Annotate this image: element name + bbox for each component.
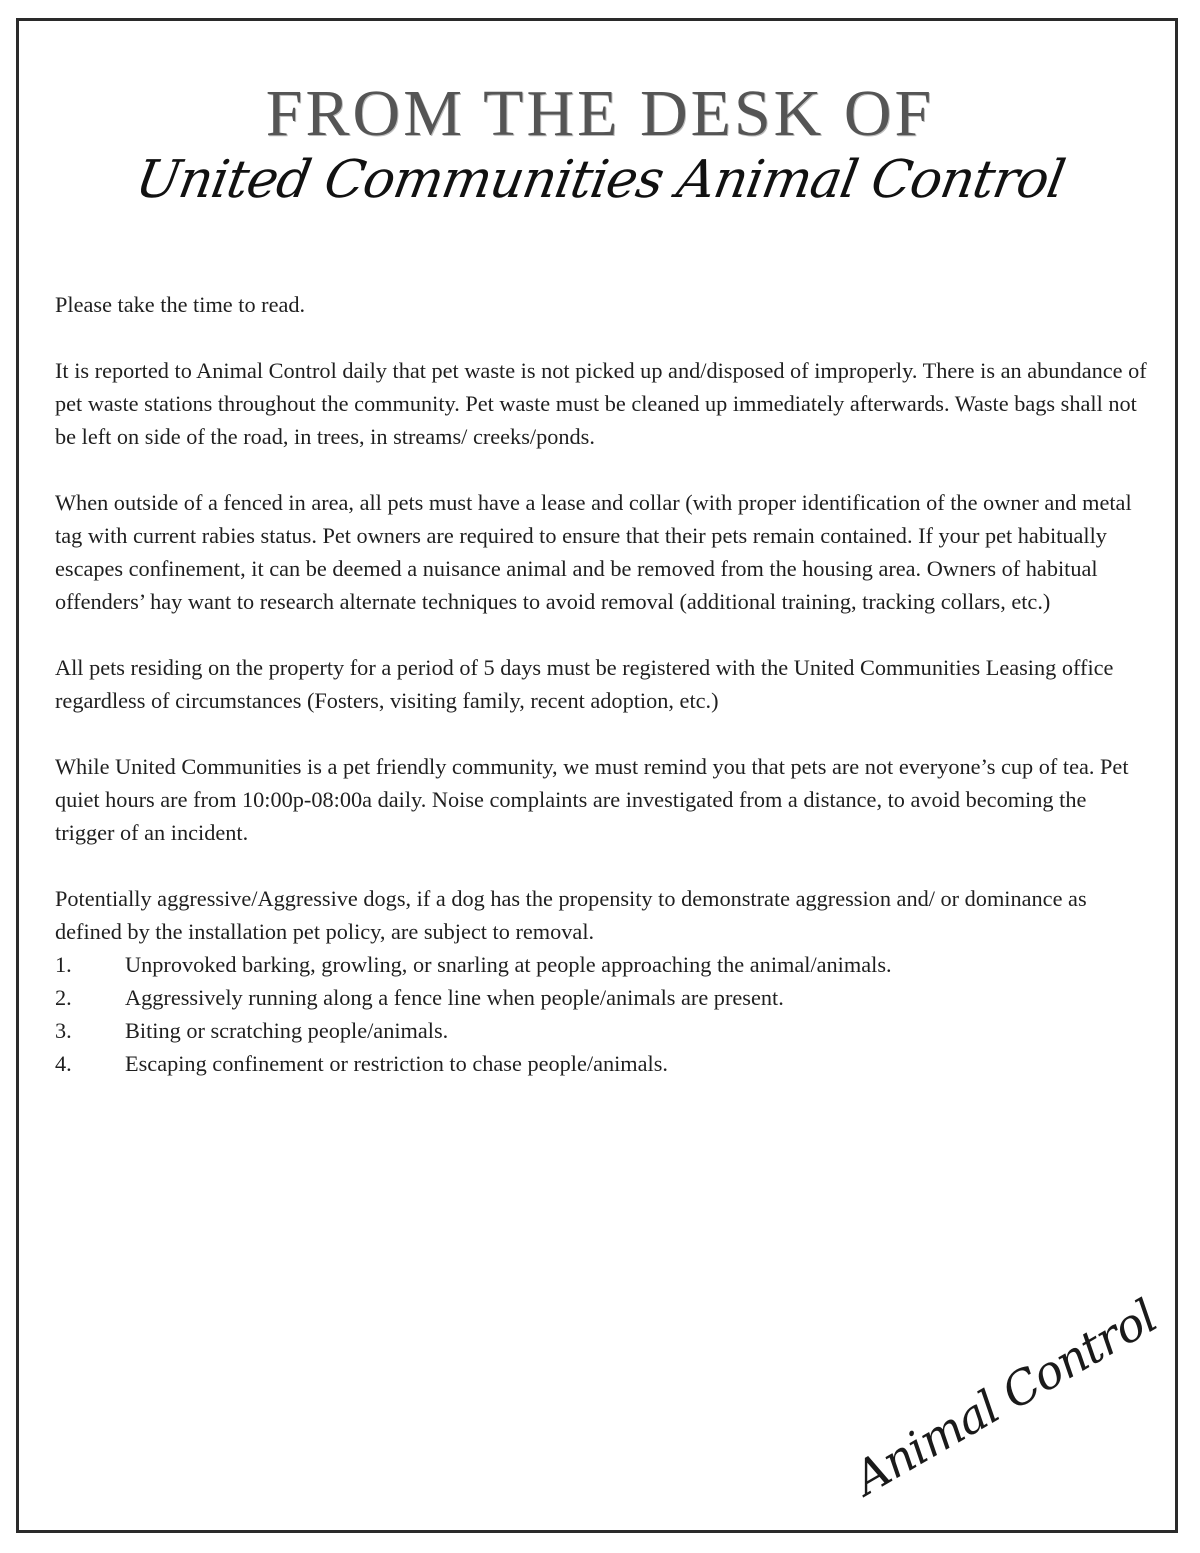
letterhead-organization: United Communities Animal Control	[131, 150, 1069, 210]
list-item-text: Escaping confinement or restriction to chase people/animals.	[125, 1051, 668, 1076]
aggressive-dogs-paragraph: Potentially aggressive/Aggressive dogs, if a dog has the propensity to demonstrate aggression and/ or dominance as defined by the installation pet policy, are subject to removal.	[55, 886, 1087, 944]
letterhead-title: FROM THE DESK OF	[265, 77, 935, 150]
leash-collar-paragraph: When outside of a fenced in area, all pets must have a lease and collar (with proper identification of the owner and metal tag with current rabies status. Pet owners are required to ensure that their pets remain contained. If your pet habitually escapes confinement, it can be deemed a nuisance animal and be removed from the housing area. Owners of habitual offenders’ hay want to research alternate techniques to avoid removal (additional training, tracking collars, etc.)	[55, 490, 1132, 614]
quiet-hours-paragraph: While United Communities is a pet friendly community, we must remind you that pets are not everyone’s cup of tea. Pet quiet hours are from 10:00p-08:00a daily. Noise complaints are investigated from a distance, to avoid becoming the trigger of an incident.	[55, 754, 1129, 845]
list-item-number: 4.	[55, 1051, 72, 1076]
list-item	[55, 1047, 1150, 1080]
letter-body	[55, 288, 1150, 1080]
aggression-criteria-list	[55, 948, 1150, 1080]
intro-paragraph: Please take the time to read.	[55, 292, 306, 317]
list-item-text: Unprovoked barking, growling, or snarling at people approaching the animal/animals.	[125, 952, 892, 977]
signature: Animal Control	[844, 1288, 1166, 1506]
registration-paragraph: All pets residing on the property for a period of 5 days must be registered with the United Communities Leasing office regardless of circumstances (Fosters, visiting family, recent adoption, etc.)	[55, 655, 1114, 713]
letterhead	[0, 78, 1200, 210]
list-item-number: 2.	[55, 985, 72, 1010]
list-item-text: Aggressively running along a fence line when people/animals are present.	[125, 985, 784, 1010]
list-item-number: 3.	[55, 1018, 72, 1043]
list-item-number: 1.	[55, 952, 72, 977]
list-item	[55, 1014, 1150, 1047]
list-item	[55, 948, 1150, 981]
pet-waste-paragraph: It is reported to Animal Control daily that pet waste is not picked up and/disposed of improperly. There is an abundance of pet waste stations throughout the community. Pet waste must be cleaned up immediately afterwards. Waste bags shall not be left on side of the road, in trees, in streams/ creeks/ponds.	[55, 358, 1147, 449]
list-item-text: Biting or scratching people/animals.	[125, 1018, 449, 1043]
list-item	[55, 981, 1150, 1014]
